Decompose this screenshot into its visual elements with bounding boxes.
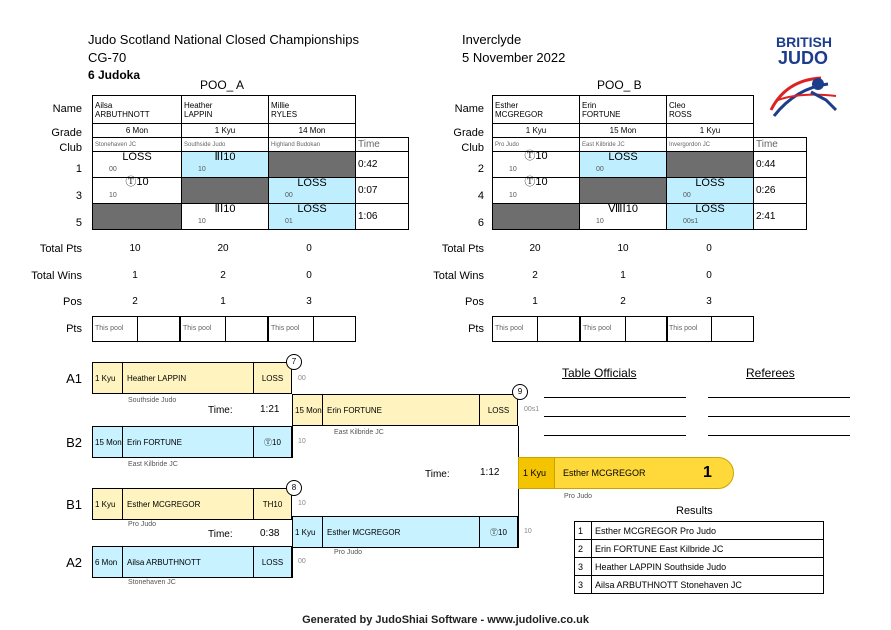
time-label: Time:: [425, 469, 450, 480]
club-label: Club: [59, 142, 82, 154]
total-pts-label: Total Pts: [441, 243, 484, 255]
bracket-entry: [292, 516, 518, 548]
player-name: Heather LAPPIN: [182, 96, 269, 124]
blank-cell: [269, 152, 356, 178]
total-wins: 0: [706, 270, 712, 281]
total-wins-label: Total Wins: [433, 270, 484, 282]
signature-line: [708, 416, 850, 417]
entry-score: 00: [298, 375, 306, 382]
seed-label: B2: [66, 435, 82, 450]
row-label: 6: [477, 217, 484, 229]
bracket-entry: [92, 426, 292, 458]
blank-cell: [580, 178, 667, 204]
score-cell: 00 LOSS: [667, 178, 754, 204]
total-wins: 2: [220, 270, 226, 281]
bracket-entry: [92, 362, 292, 394]
entry-grade: 6 Mon: [93, 547, 123, 577]
match-time: 0:42: [356, 152, 409, 178]
row-label: 3: [75, 190, 82, 202]
signature-line: [544, 397, 686, 398]
score-cell: 00 LOSS: [580, 152, 667, 178]
name-label: Name: [454, 103, 484, 115]
position: 3: [306, 296, 312, 307]
entry-name: Esther MCGREGOR: [127, 499, 201, 509]
blank-cell: [493, 204, 580, 230]
logo-text-british: BRITISH: [776, 34, 832, 50]
signature-line: [708, 397, 850, 398]
total-wins-label: Total Wins: [31, 270, 82, 282]
player-grade: 6 Mon: [93, 124, 182, 138]
row-label: 2: [477, 163, 484, 175]
event-title: Judo Scotland National Closed Championships: [88, 32, 359, 47]
footer: Generated by JudoShiai Software - www.judolive.co.uk: [302, 614, 589, 626]
player-name: Ailsa ARBUTHNOTT: [93, 96, 182, 124]
entry-club: Stonehaven JC: [128, 579, 176, 586]
score-cell: 01 LOSS: [269, 204, 356, 230]
category: CG-70: [88, 50, 127, 65]
position: 1: [220, 296, 226, 307]
score-cell: 10 ⅡⅠ10: [182, 204, 269, 230]
entry-grade: 15 Mon: [93, 427, 123, 457]
entry-grade: 1 Kyu: [293, 517, 323, 547]
match-time: 1:21: [260, 404, 280, 415]
row-label: 4: [477, 190, 484, 202]
seed-label: A2: [66, 555, 82, 570]
winner-place: 1: [703, 464, 712, 481]
pts-box: This pool: [492, 316, 580, 342]
match-number: 7: [286, 354, 302, 370]
pts-box: This pool: [268, 316, 356, 342]
event-date: 5 November 2022: [462, 50, 566, 65]
bracket-entry: [92, 546, 292, 578]
player-club: Stonehaven JC: [93, 138, 182, 152]
results-row: 3 Heather LAPPIN Southside Judo: [575, 558, 824, 576]
entry-score: 10: [298, 500, 306, 507]
player-club: Highland Budokan: [269, 138, 356, 152]
entry-club: Pro Judo: [128, 521, 157, 528]
position: 2: [620, 296, 626, 307]
grade-label: Grade: [453, 127, 484, 139]
signature-line: [544, 416, 686, 417]
total-pts: 0: [706, 243, 712, 254]
logo-text-judo: JUDO: [778, 48, 829, 68]
total-pts-label: Total Pts: [39, 243, 82, 255]
position: 2: [132, 296, 138, 307]
time-label: Time:: [208, 529, 233, 540]
pool-b-table: [492, 95, 807, 230]
player-grade: 14 Mon: [269, 124, 356, 138]
player-name: Millie RYLES: [269, 96, 356, 124]
venue: Inverclyde: [462, 32, 522, 47]
score-cell: 00s1 LOSS: [667, 204, 754, 230]
entry-club: Southside Judo: [128, 397, 177, 404]
match-number: 8: [286, 480, 302, 496]
match-time: 0:38: [260, 528, 280, 539]
player-name: Esther MCGREGOR: [493, 96, 580, 124]
results-row: 3 Ailsa ARBUTHNOTT Stonehaven JC: [575, 576, 824, 594]
pool-a-title: POO_ A: [200, 78, 245, 92]
score-cell: 10 ⅧⅠ10: [580, 204, 667, 230]
entry-club: Pro Judo: [334, 549, 363, 556]
player-club: Invergordon JC: [667, 138, 754, 152]
total-pts: 20: [529, 243, 541, 254]
score-cell: 10 Ⓣ10: [93, 178, 182, 204]
club-label: Club: [461, 142, 484, 154]
entry-grade: 1 Kyu: [93, 489, 123, 519]
player-club: East Kilbride JC: [580, 138, 667, 152]
row-label: 1: [75, 163, 82, 175]
entry-score: 10: [524, 528, 532, 535]
entry-club: East Kilbride JC: [128, 461, 178, 468]
entry-result: Ⓣ10: [253, 427, 291, 457]
row-label: 5: [75, 217, 82, 229]
player-grade: 1 Kyu: [667, 124, 754, 138]
position: 1: [532, 296, 538, 307]
entry-result: Ⓣ10: [479, 517, 517, 547]
score-cell: 10 ⅡⅠ10: [182, 152, 269, 178]
entry-result: LOSS: [253, 363, 291, 393]
match-time: 0:44: [754, 152, 807, 178]
player-name: Erin FORTUNE: [580, 96, 667, 124]
winner-box: [518, 457, 734, 489]
entry-grade: 1 Kyu: [519, 458, 555, 488]
pts-box: This pool: [666, 316, 754, 342]
time-header: Time: [754, 138, 807, 152]
seed-label: A1: [66, 371, 82, 386]
time-label: Time:: [208, 405, 233, 416]
entry-club: East Kilbride JC: [334, 429, 384, 436]
entry-name: Erin FORTUNE: [127, 437, 182, 447]
total-wins: 1: [620, 270, 626, 281]
blank-cell: [667, 152, 754, 178]
total-pts: 10: [617, 243, 629, 254]
match-time: 0:26: [754, 178, 807, 204]
pool-b-title: POO_ B: [597, 78, 642, 92]
total-wins: 1: [132, 270, 138, 281]
entry-name: Esther MCGREGOR: [563, 468, 646, 478]
player-name: Cleo ROSS: [667, 96, 754, 124]
grade-label: Grade: [51, 127, 82, 139]
entry-result: TH10: [253, 489, 291, 519]
pos-label: Pos: [63, 296, 82, 308]
match-number: 9: [512, 384, 528, 400]
total-wins: 0: [306, 270, 312, 281]
name-label: Name: [52, 103, 82, 115]
entry-grade: 15 Mon: [293, 395, 323, 425]
signature-line: [544, 435, 686, 436]
seed-label: B1: [66, 497, 82, 512]
pts-label: Pts: [468, 323, 484, 335]
results-row: 2 Erin FORTUNE East Kilbride JC: [575, 540, 824, 558]
entry-grade: 1 Kyu: [93, 363, 123, 393]
match-time: 0:07: [356, 178, 409, 204]
match-time: 1:12: [480, 467, 500, 478]
score-cell: 10 Ⓣ10: [493, 152, 580, 178]
total-pts: 10: [129, 243, 141, 254]
results-table: [574, 521, 824, 594]
bracket-entry: [92, 488, 292, 520]
total-pts: 0: [306, 243, 312, 254]
pos-label: Pos: [465, 296, 484, 308]
total-pts: 20: [217, 243, 229, 254]
entry-club: Pro Judo: [564, 493, 593, 500]
entry-name: Heather LAPPIN: [127, 373, 187, 383]
pts-box: This pool: [92, 316, 180, 342]
judoka-count: 6 Judoka: [88, 68, 141, 82]
entry-score: 00: [298, 558, 306, 565]
match-time: 1:06: [356, 204, 409, 230]
blank-cell: [182, 178, 269, 204]
player-grade: 15 Mon: [580, 124, 667, 138]
player-club: Southside Judo: [182, 138, 269, 152]
pts-box: This pool: [580, 316, 668, 342]
entry-name: Erin FORTUNE: [327, 405, 382, 415]
results-row: 1 Esther MCGREGOR Pro Judo: [575, 522, 824, 540]
signature-line: [708, 435, 850, 436]
player-grade: 1 Kyu: [493, 124, 580, 138]
table-officials-heading: Table Officials: [562, 366, 637, 380]
score-cell: 10 Ⓣ10: [493, 178, 580, 204]
pool-a-table: [92, 95, 409, 230]
blank-cell: [93, 204, 182, 230]
total-wins: 2: [532, 270, 538, 281]
player-club: Pro Judo: [493, 138, 580, 152]
pts-box: This pool: [180, 316, 268, 342]
entry-score: 00s1: [524, 406, 540, 413]
score-cell: 00 LOSS: [93, 152, 182, 178]
player-grade: 1 Kyu: [182, 124, 269, 138]
entry-result: LOSS: [253, 547, 291, 577]
time-header: Time: [356, 138, 409, 152]
match-time: 2:41: [754, 204, 807, 230]
bracket-entry: [292, 394, 518, 426]
results-title: Results: [676, 505, 713, 517]
score-cell: 00 LOSS: [269, 178, 356, 204]
entry-name: Ailsa ARBUTHNOTT: [127, 557, 201, 567]
referees-heading: Referees: [746, 366, 795, 380]
entry-name: Esther MCGREGOR: [327, 527, 401, 537]
entry-score: 10: [298, 438, 306, 445]
pts-label: Pts: [66, 323, 82, 335]
position: 3: [706, 296, 712, 307]
entry-result: LOSS: [479, 395, 517, 425]
